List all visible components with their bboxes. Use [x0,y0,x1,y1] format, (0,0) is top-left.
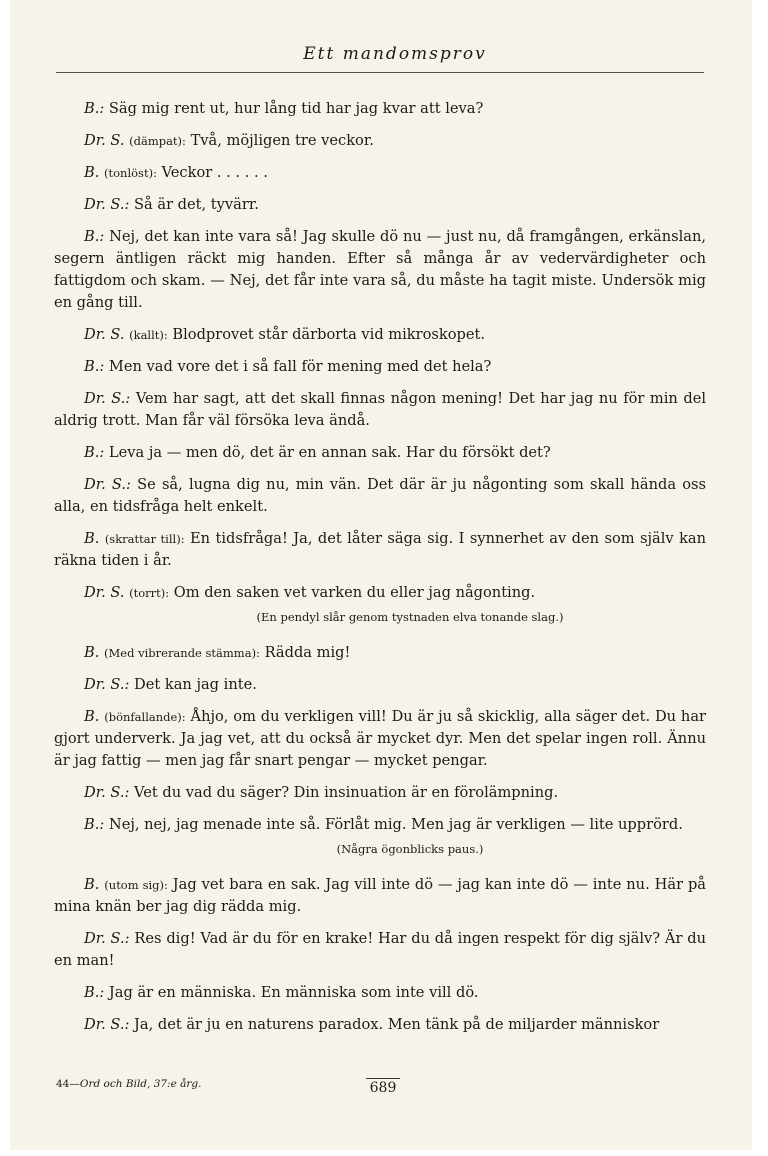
dialogue-line: B. (utom sig): Jag vet bara en sak. Jag vill inte dö — jag kan inte dö — inte nu. Här på mina knän ber jag dig rädda mig. [54,876,706,915]
dialogue-line: Dr. S.: Ja, det är ju en naturens paradox. Men tänk på de miljarder människor [84,1016,660,1033]
dialogue-line: Dr. S. (kallt): Blodprovet står därborta vid mikroskopet. [84,326,486,343]
scan-margin [752,0,768,1156]
dialogue-line: B.: Leva ja — men dö, det är en annan sak. Har du försökt det? [84,444,551,461]
page-number: 689 [366,1078,400,1096]
dialogue-line: B.: Men vad vore det i så fall för mening med det hela? [84,358,492,375]
dialogue-line: Dr. S. (torrt): Om den saken vet varken du eller jag någonting. [84,584,536,601]
dialogue-line: B. (bönfallande): Åhjo, om du verkligen vill! Du är ju så skicklig, alla säger det. Du har gjort underverk. Ja jag vet, att du också är mycket dyr. Men det spelar ingen roll. Ännu är jag fattig — men jag får snart pengar — mycket pengar. [54,708,707,769]
footer-signature: 44—Ord och Bild, 37:e årg. [56,1078,202,1090]
page-content [54,98,706,1046]
dialogue-line: Dr. S.: Res dig! Vad är du för en krake! Har du då ingen respekt för dig själv? Är du en man! [54,930,707,969]
dialogue-line: Dr. S.: Det kan jag inte. [84,676,257,693]
running-header: Ett mandomsprov [303,44,487,64]
dialogue-line: Dr. S.: Vet du vad du säger? Din insinuation är en förolämpning. [84,784,559,801]
dialogue-line: B. (tonlöst): Veckor . . . . . . [84,164,268,181]
dialogue-line: B.: Nej, nej, jag menade inte så. Förlåt mig. Men jag är verkligen — lite upprörd. [84,816,683,833]
stage-direction: (En pendyl slår genom tystnaden elva tonande slag.) [256,610,564,624]
dialogue-line: B. (skrattar till): En tidsfråga! Ja, det låter säga sig. I synnerhet av den som själv kan räkna tiden i år. [54,530,707,569]
dialogue-line: Dr. S.: Så är det, tyvärr. [84,196,259,213]
dialogue-line: Dr. S.: Se så, lugna dig nu, min vän. Det där är ju någonting som skall hända oss alla, en tidsfråga helt enkelt. [54,476,706,515]
page [10,0,752,1150]
dialogue-line: B.: Säg mig rent ut, hur lång tid har jag kvar att leva? [84,100,484,117]
dialogue-line: Dr. S.: Vem har sagt, att det skall finnas någon mening! Det har jag nu för min del aldrig trott. Man får väl försöka leva ändå. [54,390,706,429]
dialogue-line: Dr. S. (dämpat): Två, möjligen tre veckor. [84,132,374,149]
dialogue-line: B. (Med vibrerande stämma): Rädda mig! [84,644,351,661]
header-rule [56,72,704,73]
stage-direction: (Några ögonblicks paus.) [336,842,484,856]
dialogue-line: B.: Nej, det kan inte vara så! Jag skulle dö nu — just nu, då framgången, erkänslan, segern äntligen räckt mig handen. Efter så många år av vedervärdigheter och fattigdom och skam. — Nej, det får inte vara så, du måste ha tagit miste. Undersök mig en gång till. [54,228,706,311]
dialogue-line: B.: Jag är en människa. En människa som inte vill dö. [84,984,479,1001]
